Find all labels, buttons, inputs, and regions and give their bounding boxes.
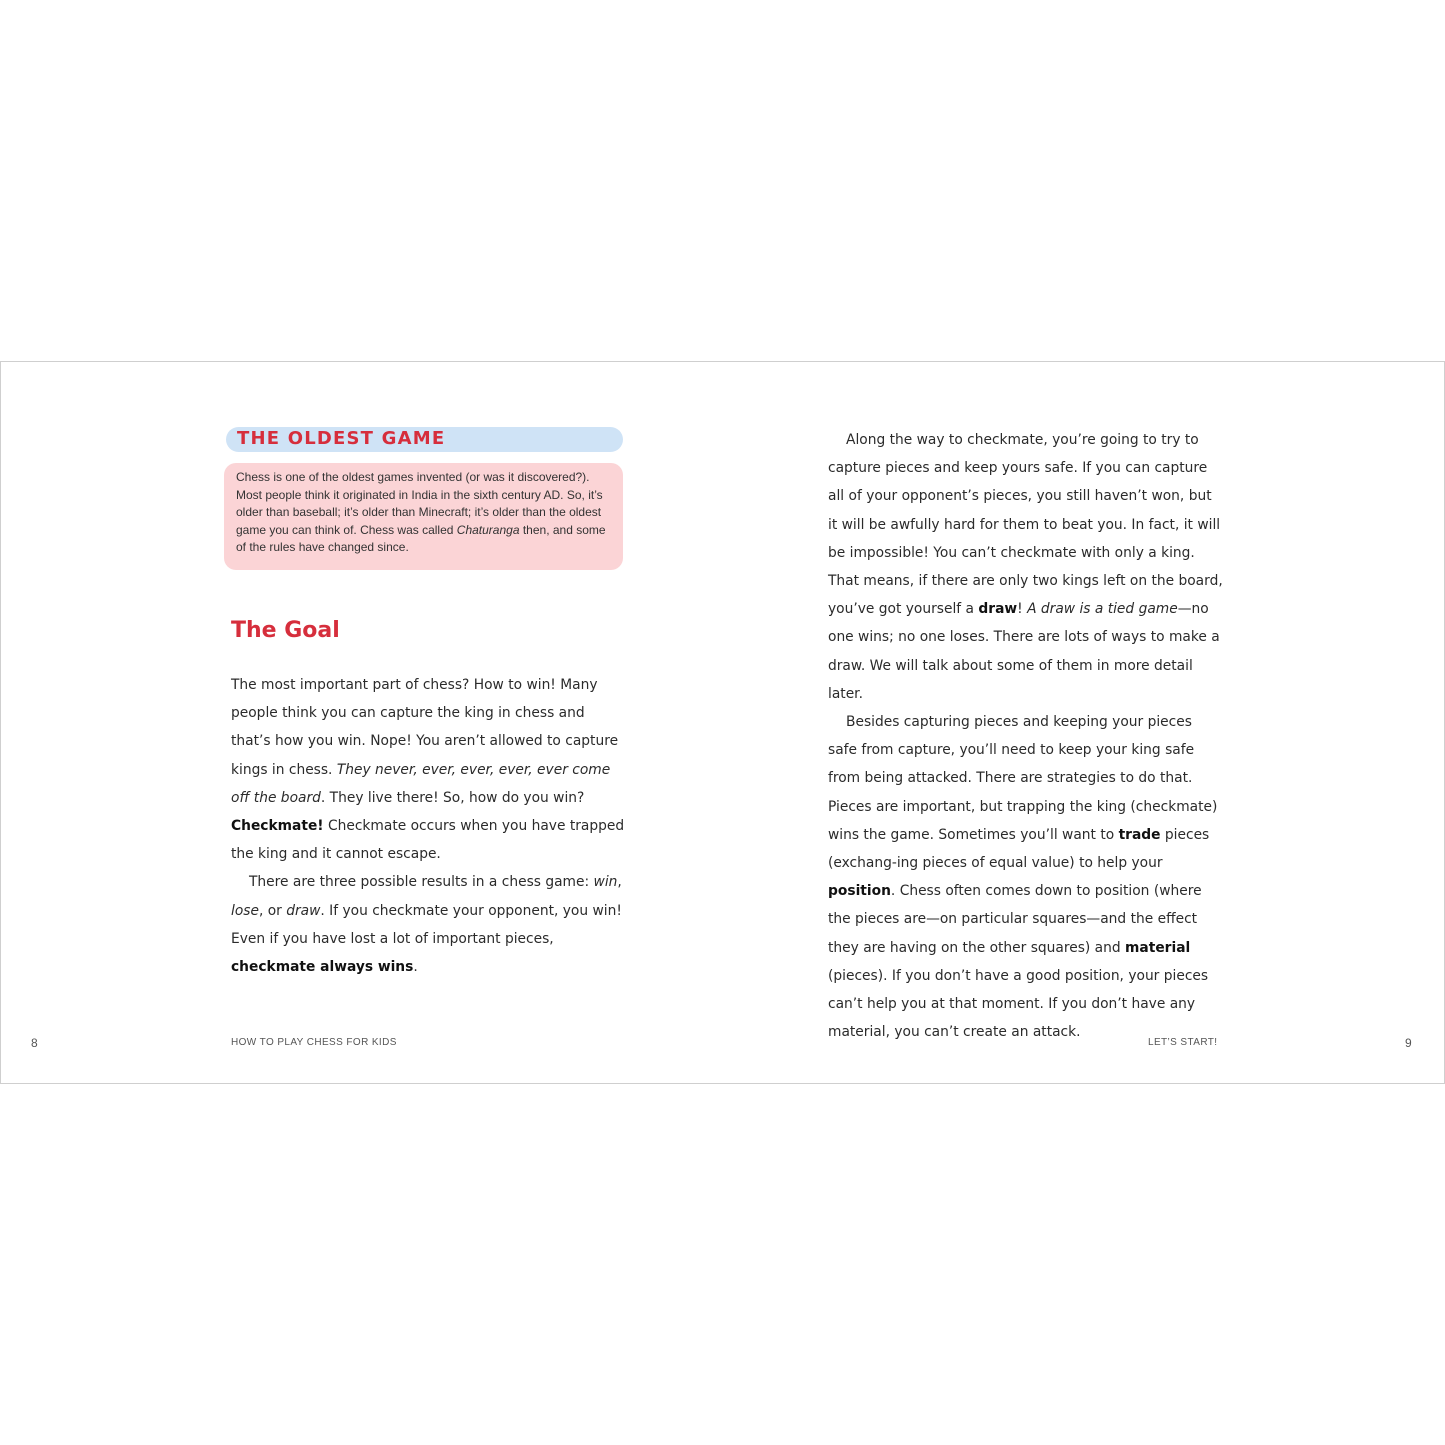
bold-term: Checkmate!: [231, 818, 324, 835]
right-paragraph-2: [828, 708, 1223, 1046]
text-run: —no one wins; no one loses. There are lots of ways to make a draw. We will talk about some of them in more detail later.: [828, 601, 1220, 702]
sidebar-title-bar: [226, 427, 623, 452]
text-run: Along the way to checkmate, you’re going to try to capture pieces and keep yours safe. If you can capture all of your opponent’s pieces, you still haven’t won, but it will be awfully hard for them to beat you. In fact, it will be impossible! You can’t checkmate with only a king. That means, if there are only two kings left on the board, you’ve got yourself a: [828, 432, 1223, 618]
sidebar-italic-term: Chaturanga: [456, 522, 520, 537]
bold-term: position: [828, 883, 891, 900]
italic-run: A draw is a tied game: [1027, 601, 1178, 618]
sidebar-title: THE OLDEST GAME: [237, 428, 446, 449]
bold-term: material: [1125, 939, 1191, 956]
text-run: (pieces). If you don’t have a good position, your pieces can’t help you at that moment. If you don’t have any material, you can’t create an attack.: [828, 967, 1209, 1041]
italic-run: win: [593, 874, 618, 891]
sidebar-text-1: Chess is one of the oldest games invented (or was it discovered?). Most people think it originated in India in the sixth century AD. So, it’s older than baseball; it’s older than Minecraft; it’s older than the oldest game you can think of. Chess was called: [236, 470, 603, 537]
goal-paragraph-1: [231, 671, 626, 868]
section-heading: The Goal: [231, 618, 340, 643]
bold-term: trade: [1118, 826, 1161, 843]
right-paragraph-1: [828, 426, 1223, 708]
text-run: , or: [258, 902, 287, 919]
text-run: pieces (exchang-ing pieces of equal value) to help your: [828, 826, 1210, 872]
text-run: Checkmate occurs when you have trapped the king and it cannot escape.: [231, 818, 625, 863]
italic-run: lose: [231, 902, 259, 919]
text-run: . If you checkmate your opponent, you win! Even if you have lost a lot of important pieces,: [231, 902, 622, 947]
bold-term: draw: [978, 601, 1018, 618]
bold-term: checkmate always wins: [231, 959, 414, 976]
italic-run: draw: [286, 902, 321, 919]
sidebar-text-2: then, and some of the rules have changed since.: [236, 522, 606, 555]
right-column: [828, 426, 1223, 1046]
italic-run: They never, ever, ever, ever, ever come off the board: [231, 761, 611, 806]
goal-paragraph-2: [231, 868, 626, 981]
book-spread: [0, 361, 1445, 1084]
left-page-number: 8: [31, 1036, 39, 1050]
text-run: !: [1017, 601, 1028, 618]
sidebar-body: [236, 469, 611, 557]
text-run: . Chess often comes down to position (where the pieces are—on particular squares—and the effect they are having on the other squares) and: [828, 883, 1202, 956]
left-column: [231, 671, 626, 981]
sidebar-box: [224, 463, 623, 570]
right-page-number: 9: [1405, 1036, 1413, 1050]
left-running-head: HOW TO PLAY CHESS FOR KIDS: [231, 1037, 397, 1048]
text-run: There are three possible results in a chess game:: [249, 874, 594, 891]
text-run: Besides capturing pieces and keeping your pieces safe from capture, you’ll need to keep your king safe from being attacked. There are strategies to do that. Pieces are important, but trapping the king (checkmate) wins the game. Sometimes you’ll want to: [828, 714, 1218, 843]
text-run: ,: [617, 874, 622, 891]
text-run: . They live there! So, how do you win?: [320, 789, 585, 806]
right-running-head: LET’S START!: [1148, 1037, 1218, 1048]
text-run: The most important part of chess? How to win! Many people think you can capture the king in chess and that’s how you win. Nope! You aren’t allowed to capture kings in chess.: [231, 677, 619, 778]
text-run: .: [413, 959, 418, 976]
